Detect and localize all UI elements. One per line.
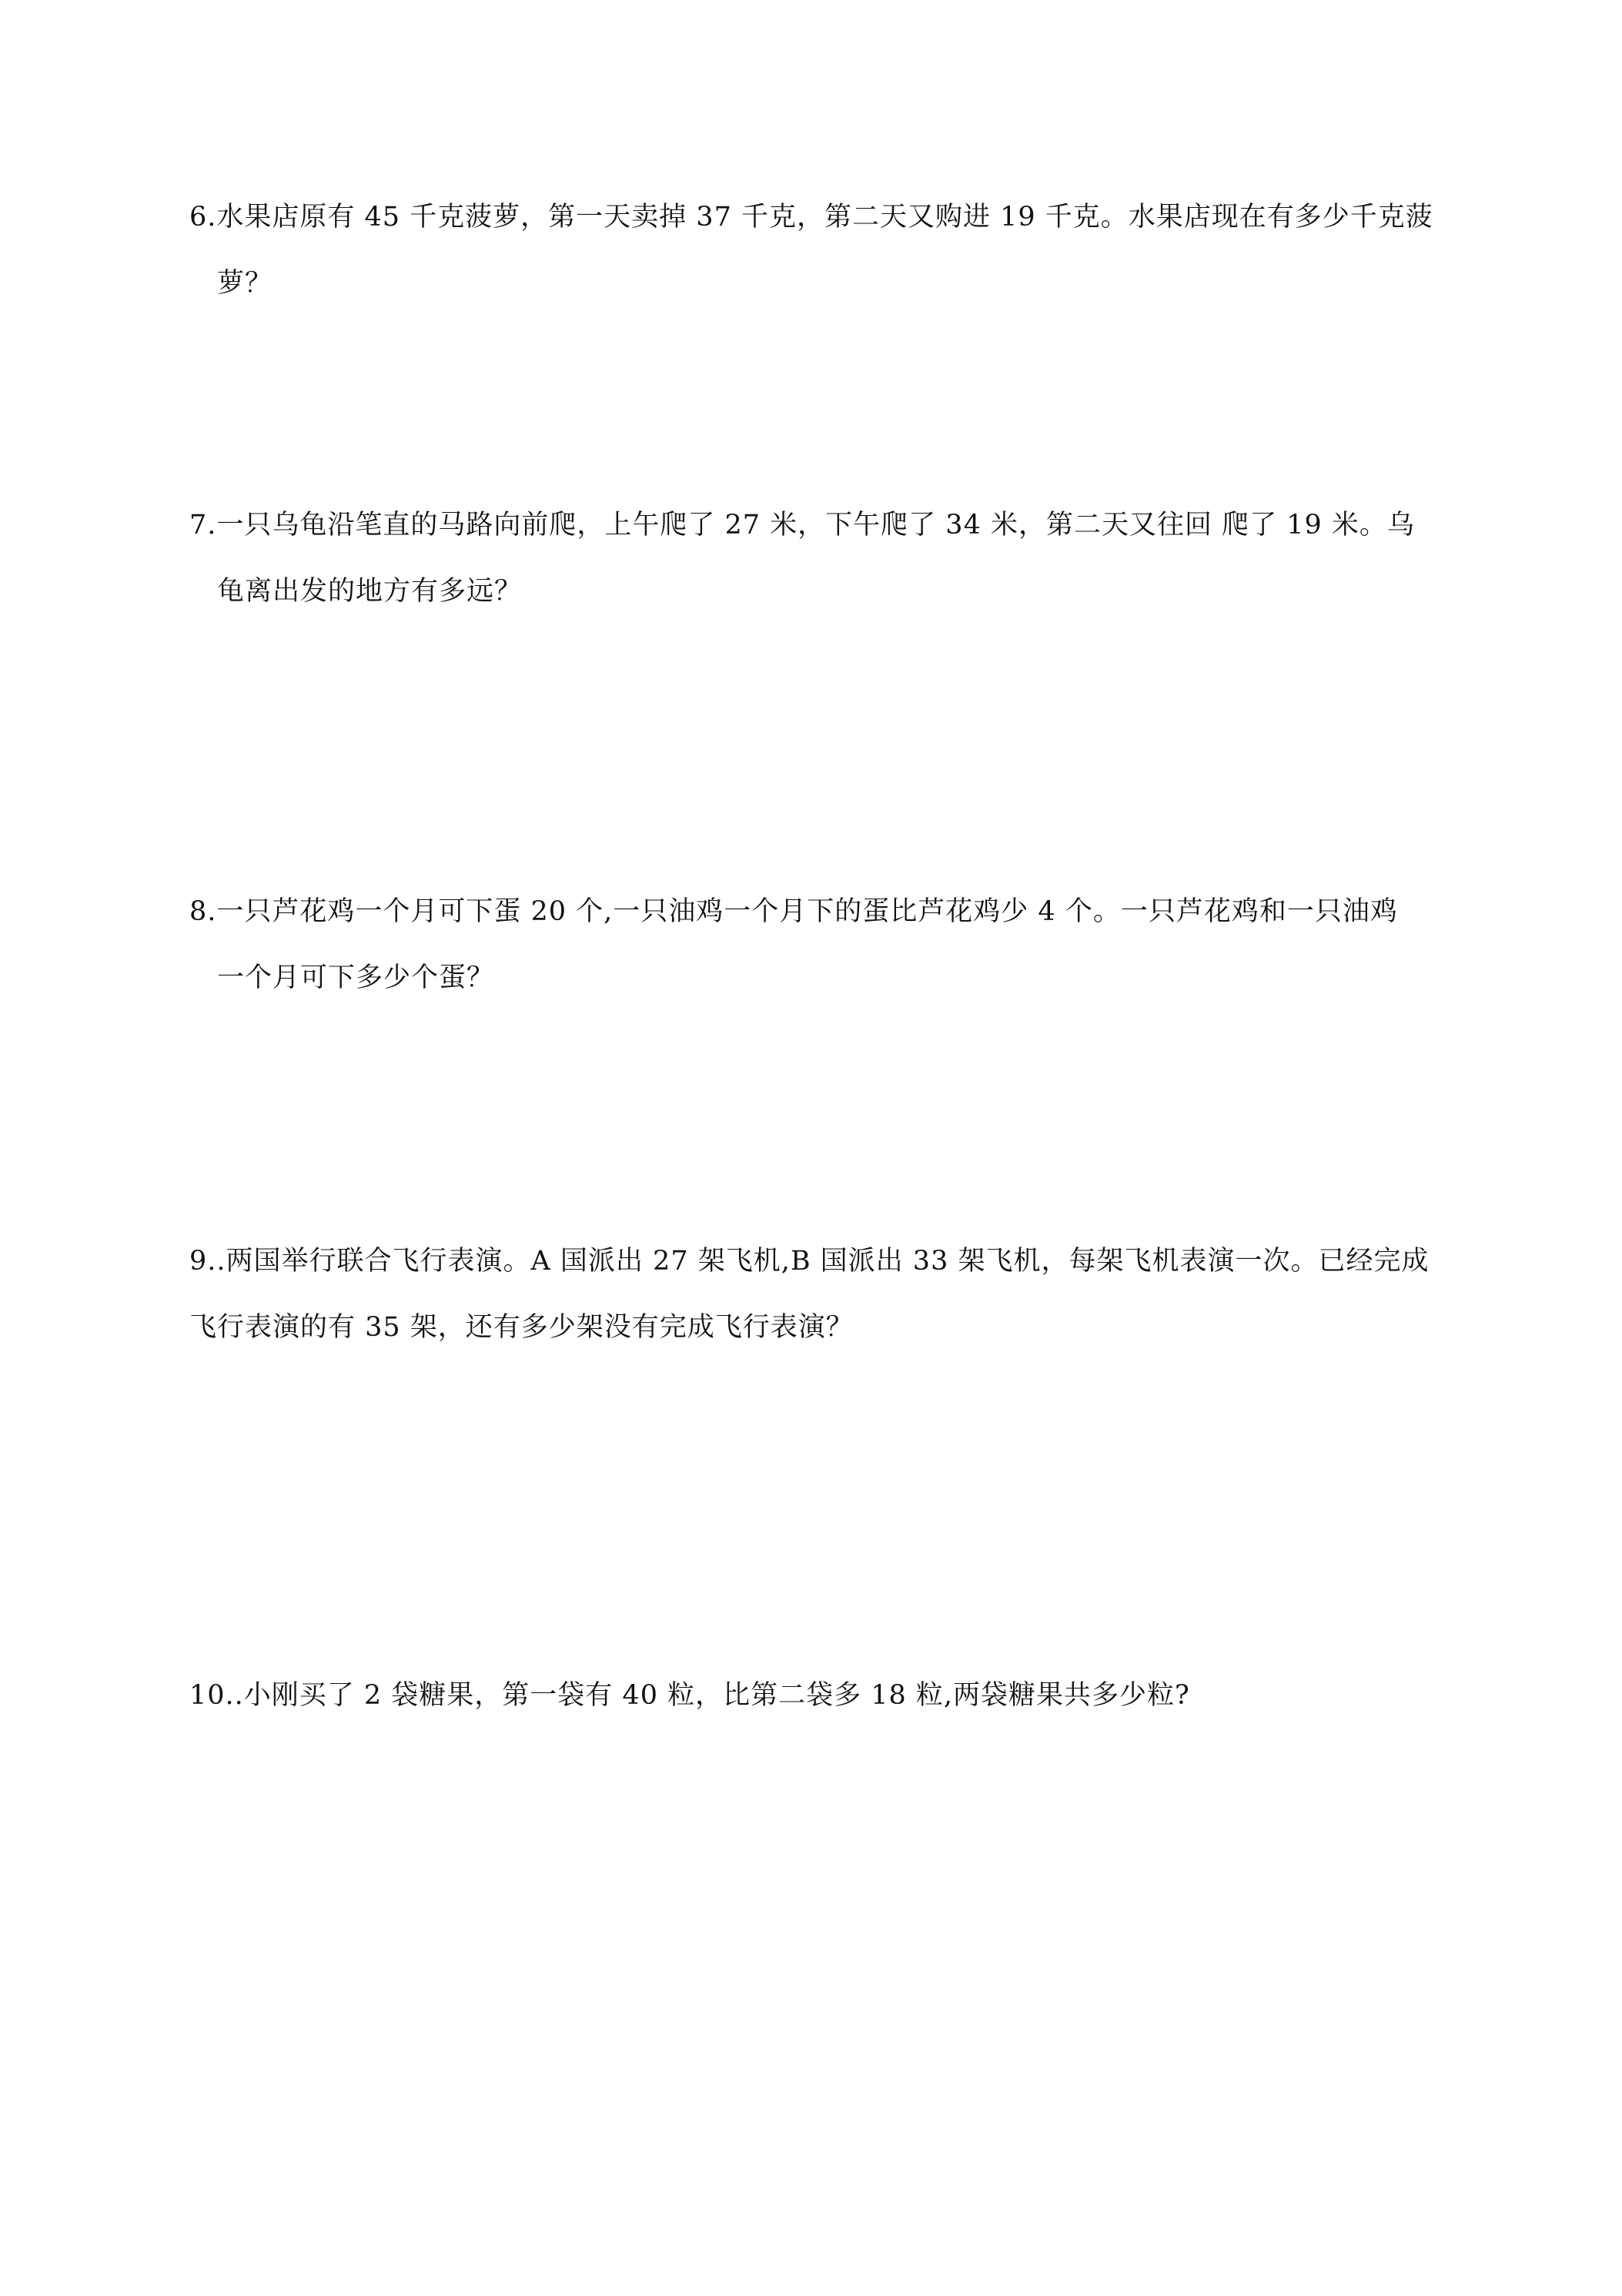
- problem-6: [189, 199, 1452, 302]
- problem-7-line-1: 7.一只乌龟沿笔直的马路向前爬，上午爬了 27 米，下午爬了 34 米，第二天又往回 爬了 19 米。乌: [189, 510, 1415, 541]
- problem-8: [189, 893, 1452, 996]
- problem-10: [189, 1677, 1452, 1714]
- problem-7: [189, 507, 1452, 610]
- problem-9-line-1: 9..两国举行联合飞行表演。A 国派出 27 架飞机,B 国派出 33 架飞机，每架飞机表演一次。已经完成: [189, 1246, 1430, 1277]
- problem-8-line-2: 一个月可下多少个蛋？: [217, 962, 495, 993]
- problem-6-line-1: 6.水果店原有 45 千克菠萝，第一天卖掉 37 千克，第二天又购进 19 千克。水果店现在有多少千克菠: [189, 202, 1433, 233]
- problem-9-line-2: 飞行表演的有 35 架，还有多少架没有完成飞行表演？: [189, 1312, 854, 1343]
- problem-9: [189, 1243, 1452, 1346]
- problem-10-line-1: 10..小刚买了 2 袋糖果，第一袋有 40 粒，比第二袋多 18 粒,两袋糖果共多少粒?: [189, 1680, 1190, 1711]
- problem-7-line-2: 龟离出发的地方有多远？: [217, 576, 523, 607]
- problem-6-line-2: 萝？: [217, 268, 273, 299]
- problem-8-line-1: 8.一只芦花鸡一个月可下蛋 20 个,一只油鸡一个月下的蛋比芦花鸡少 4 个。一只芦花鸡和一只油鸡: [189, 896, 1398, 927]
